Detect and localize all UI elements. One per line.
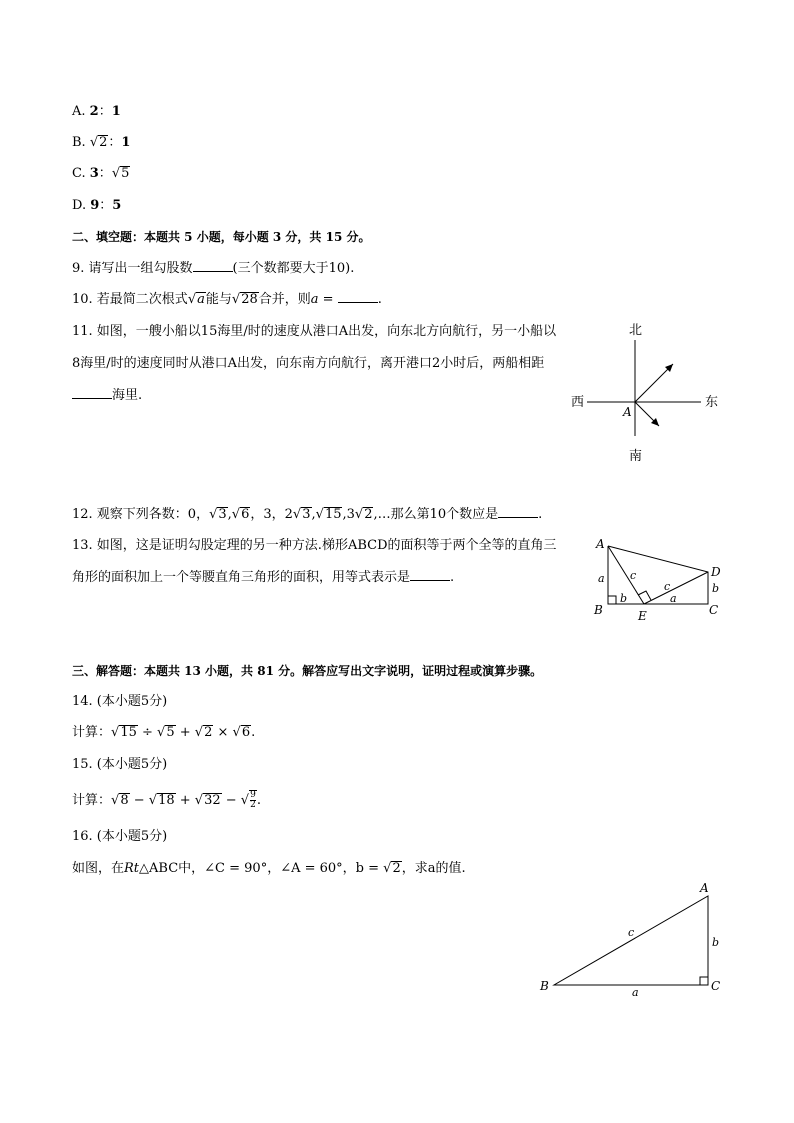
answer-blank	[498, 505, 538, 518]
side-c-ed: c	[664, 580, 671, 593]
label-d: D	[711, 565, 721, 579]
answer-blank	[72, 386, 112, 399]
question-15-body: 计算：√8 − √18 + √32 − √ $\frac{9}{2}$ .	[72, 790, 261, 810]
option-c: C. 3：√5	[72, 166, 130, 181]
north-label: 北	[629, 323, 643, 338]
origin-label: A	[623, 405, 632, 419]
right-angle-b	[608, 596, 616, 604]
side-c-ae: c	[630, 569, 637, 582]
section-3-heading: 三、解答题：本题共 13 小题，共 81 分。解答应写出文字说明，证明过程或演算步骤。	[72, 664, 543, 678]
question-9: 9. 请写出一组勾股数 (三个数都要大于10).	[72, 261, 355, 276]
compass-figure	[565, 318, 725, 466]
west-label: 西	[571, 395, 585, 410]
label-c: C	[709, 603, 719, 617]
answer-blank	[193, 259, 233, 272]
side-a-bottom: a	[670, 592, 677, 605]
northeast-arrow	[635, 364, 673, 402]
question-11: 11. 如图，一艘小船以15海里/时的速度从港口A出发，向东北方向航行，另一小船以8海里/时的速度同时从港口A出发，向东南方向航行，离开港口2小时后，两船相距海里.	[72, 324, 557, 403]
side-b-right: b	[712, 582, 720, 595]
vertex-b: B	[540, 979, 549, 993]
side-a-left: a	[598, 572, 605, 585]
answer-blank	[410, 568, 450, 581]
question-15-heading: 15. (本小题5分)	[72, 757, 168, 772]
fraction: $\frac{9}{2}$	[250, 790, 256, 810]
vertex-a: A	[700, 881, 709, 895]
option-a: A. 2：1	[72, 104, 121, 119]
label-e: E	[638, 609, 647, 623]
right-triangle-figure	[536, 878, 726, 998]
question-12: 12. 观察下列各数：0，√3,√6，3，2√3,√15,3√2,…那么第10个数应是 .	[72, 507, 543, 522]
label-a: A	[596, 537, 605, 551]
question-16-body: 如图，在Rt△ABC中，∠C = 90°，∠A = 60°，b = √2，求a的值.	[72, 861, 466, 876]
question-10: 10. 若最简二次根式√a能与√28合并，则a = .	[72, 292, 382, 307]
section-2-heading: 二、填空题：本题共 5 小题，每小题 3 分，共 15 分。	[72, 230, 371, 244]
answer-blank	[338, 290, 378, 303]
side-b-bottom: b	[620, 592, 628, 605]
side-c: c	[628, 926, 635, 939]
right-angle-e	[638, 591, 651, 600]
side-b: b	[712, 936, 720, 949]
right-angle-c	[700, 977, 708, 985]
trapezoid-figure	[590, 534, 730, 626]
vertex-c: C	[711, 979, 721, 993]
question-14-body: 计算：√15 ÷ √5 + √2 × √6.	[72, 725, 256, 740]
label-b: B	[594, 603, 603, 617]
question-16-heading: 16. (本小题5分)	[72, 829, 168, 844]
east-label: 东	[705, 395, 719, 410]
option-b: B. √2：1	[72, 135, 131, 150]
option-d: D. 9：5	[72, 198, 122, 213]
question-13: 13. 如图，这是证明勾股定理的另一种方法.梯形ABCD的面积等于两个全等的直角三角形的面积加上一个等腰直角三角形的面积，用等式表示是 .	[72, 538, 557, 585]
south-label: 南	[629, 449, 643, 464]
question-14-heading: 14. (本小题5分)	[72, 694, 168, 709]
triangle-abc	[554, 896, 708, 985]
side-a: a	[632, 986, 639, 998]
